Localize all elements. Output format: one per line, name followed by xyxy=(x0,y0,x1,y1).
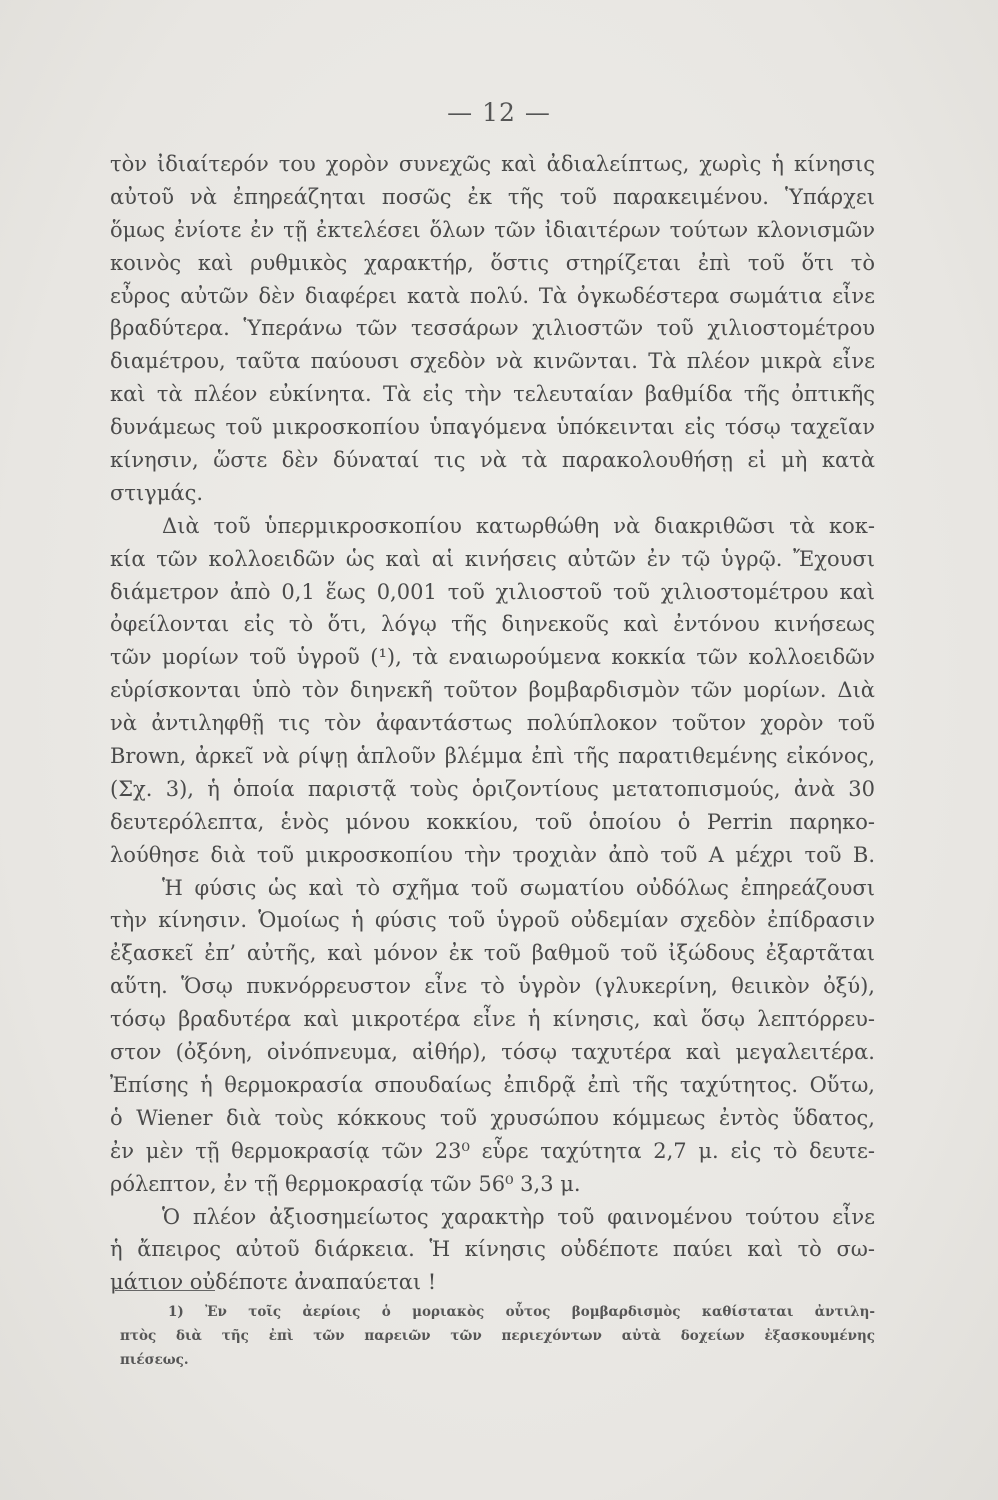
text-line: εὑρίσκονται ὑπὸ τὸν διηνεκῆ τοῦτον βομβαρδισμὸν τῶν μορίων. Διὰ xyxy=(110,678,875,703)
text-line: ρόλεπτον, ἐν τῇ θερμοκρασίᾳ τῶν 56⁰ 3,3 μ. xyxy=(110,1171,581,1196)
footnote-line: πιέσεως. xyxy=(120,1352,189,1368)
text-line: τὴν κίνησιν. Ὁμοίως ἡ φύσις τοῦ ὑγροῦ οὐδεμίαν σχεδὸν ἐπίδρασιν xyxy=(110,908,875,933)
text-line: τῶν μορίων τοῦ ὑγροῦ (¹), τὰ εναιωρούμενα κοκκία τῶν κολλοειδῶν xyxy=(110,645,875,670)
text-line: διαμέτρου, ταῦτα παύουσι σχεδὸν νὰ κινῶνται. Τὰ πλέον μικρὰ εἶνε xyxy=(110,349,875,374)
text-line: αὕτη. Ὅσῳ πυκνόρρευστον εἶνε τὸ ὑγρὸν (γλυκερίνη, θειικὸν ὀξύ), xyxy=(110,974,875,999)
body-text xyxy=(110,148,875,1299)
text-line: νὰ ἀντιληφθῇ τις τὸν ἀφαντάστως πολύπλοκον τοῦτον χορὸν τοῦ xyxy=(110,711,875,736)
text-line: Ἡ φύσις ὡς καὶ τὸ σχῆμα τοῦ σωματίου οὐδόλως ἐπηρεάζουσι xyxy=(162,875,875,900)
text-line: αὐτοῦ νὰ ἐπηρεάζηται ποσῶς ἐκ τῆς τοῦ παρακειμένου. Ὑπάρχει xyxy=(110,184,875,209)
text-line: Ἐπίσης ἡ θερμοκρασία σπουδαίως ἐπιδρᾷ ἐπὶ τῆς ταχύτητος. Οὕτω, xyxy=(110,1072,875,1097)
text-line: ὅμως ἐνίοτε ἐν τῇ ἐκτελέσει ὅλων τῶν ἰδιαιτέρων τούτων κλονισμῶν xyxy=(110,217,875,242)
footnote-line: πτὸς διὰ τῆς ἐπὶ τῶν παρειῶν τῶν περιεχόντων αὐτὰ δοχείων ἐξασκουμένης xyxy=(120,1328,875,1344)
footnote-line: 1) Ἐν τοῖς ἀερίοις ὁ μοριακὸς οὗτος βομβαρδισμὸς καθίσταται ἀντιλη- xyxy=(168,1304,875,1320)
text-line: στιγμάς. xyxy=(110,480,204,505)
text-line: κία τῶν κολλοειδῶν ὡς καὶ αἱ κινήσεις αὐτῶν ἐν τῷ ὑγρῷ. Ἔχουσι xyxy=(110,546,875,571)
text-line: ὀφείλονται εἰς τὸ ὅτι, λόγῳ τῆς διηνεκοῦς καὶ ἐντόνου κινήσεως xyxy=(110,612,875,637)
text-line: ὁ Wiener διὰ τοὺς κόκκους τοῦ χρυσώπου κόμμεως ἐντὸς ὕδατος, xyxy=(110,1105,875,1130)
text-line: καὶ τὰ πλέον εὐκίνητα. Τὰ εἰς τὴν τελευταίαν βαθμίδα τῆς ὀπτικῆς xyxy=(110,382,875,407)
text-line: ἡ ἄπειρος αὐτοῦ διάρκεια. Ἡ κίνησις οὐδέποτε παύει καὶ τὸ σω- xyxy=(110,1237,875,1262)
text-line: κίνησιν, ὥστε δὲν δύναταί τις νὰ τὰ παρακολουθήσῃ εἰ μὴ κατὰ xyxy=(110,448,875,473)
text-line: διάμετρον ἀπὸ 0,1 ἕως 0,001 τοῦ χιλιοστοῦ τοῦ χιλιοστομέτρου καὶ xyxy=(110,579,875,604)
footnote-divider xyxy=(115,1290,215,1291)
text-line: Ὁ πλέον ἀξιοσημείωτος χαρακτὴρ τοῦ φαινομένου τούτου εἶνε xyxy=(162,1204,875,1229)
page-number: — 12 — xyxy=(447,98,551,127)
text-line: λούθησε διὰ τοῦ μικροσκοπίου τὴν τροχιὰν ἀπὸ τοῦ A μέχρι τοῦ B. xyxy=(110,842,875,867)
text-line: μάτιον οὐδέποτε ἀναπαύεται ! xyxy=(110,1270,437,1295)
text-line: Διὰ τοῦ ὑπερμικροσκοπίου κατωρθώθη νὰ διακριθῶσι τὰ κοκ- xyxy=(162,513,875,538)
text-line: ἐξασκεῖ ἐπ’ αὐτῆς, καὶ μόνον ἐκ τοῦ βαθμοῦ τοῦ ἰξώδους ἐξαρτᾶται xyxy=(110,941,875,966)
text-line: δευτερόλεπτα, ἑνὸς μόνου κοκκίου, τοῦ ὁποίου ὁ Perrin παρηκο- xyxy=(110,809,875,834)
text-line: δυνάμεως τοῦ μικροσκοπίου ὑπαγόμενα ὑπόκεινται εἰς τόσῳ ταχεῖαν xyxy=(110,415,875,440)
text-line: κοινὸς καὶ ρυθμικὸς χαρακτήρ, ὅστις στηρίζεται ἐπὶ τοῦ ὅτι τὸ xyxy=(110,250,875,275)
text-line: (Σχ. 3), ἡ ὁποία παριστᾷ τοὺς ὁριζοντίους μετατοπισμούς, ἀνὰ 30 xyxy=(110,776,875,801)
text-line: Brown, ἀρκεῖ νὰ ρίψῃ ἁπλοῦν βλέμμα ἐπὶ τῆς παρατιθεμένης εἰκόνος, xyxy=(110,744,875,769)
text-line: εὖρος αὐτῶν δὲν διαφέρει κατὰ πολύ. Τὰ ὀγκωδέστερα σωμάτια εἶνε xyxy=(110,283,875,308)
text-line: τόσῳ βραδυτέρα καὶ μικροτέρα εἶνε ἡ κίνησις, καὶ ὅσῳ λεπτόρρευ- xyxy=(110,1007,875,1032)
footnote xyxy=(120,1300,875,1372)
text-line: ἐν μὲν τῇ θερμοκρασίᾳ τῶν 23⁰ εὗρε ταχύτητα 2,7 μ. εἰς τὸ δευτε- xyxy=(110,1138,875,1163)
text-line: στον (ὀξόνη, οἰνόπνευμα, αἰθήρ), τόσῳ ταχυτέρα καὶ μεγαλειτέρα. xyxy=(110,1040,875,1065)
text-line: βραδύτερα. Ὑπεράνω τῶν τεσσάρων χιλιοστῶν τοῦ χιλιοστομέτρου xyxy=(110,316,875,341)
text-line: τὸν ἰδιαίτερόν του χορὸν συνεχῶς καὶ ἀδιαλείπτως, χωρὶς ἡ κίνησις xyxy=(110,152,875,176)
